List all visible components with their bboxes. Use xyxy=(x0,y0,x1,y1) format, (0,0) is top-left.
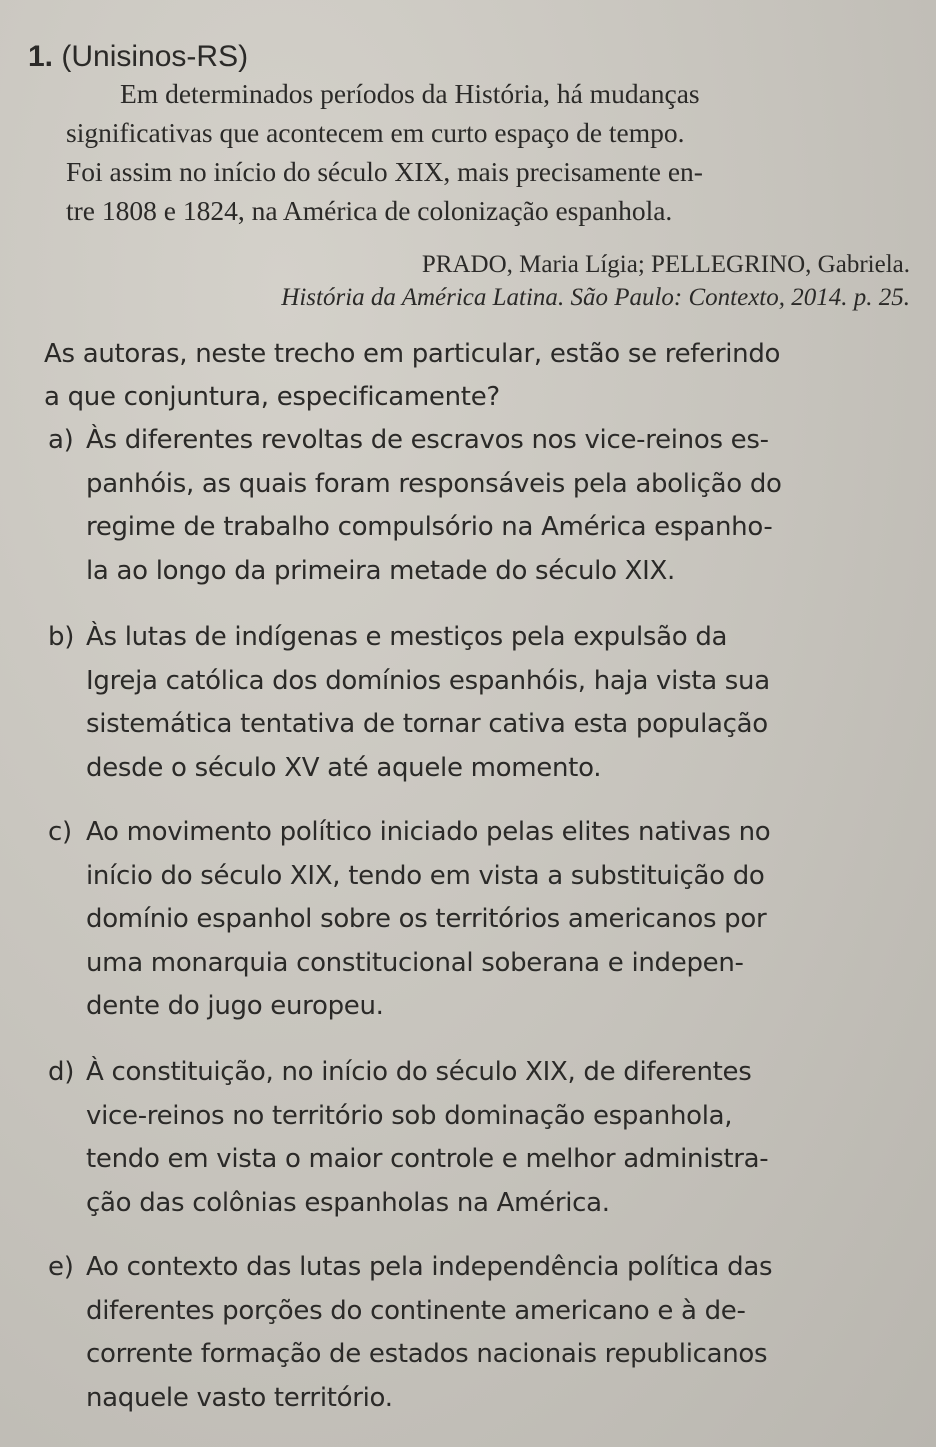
option-line: domínio espanhol sobre os territórios americanos por xyxy=(86,904,767,935)
answer-option-d[interactable] xyxy=(48,1051,918,1225)
answer-option-c[interactable] xyxy=(48,811,918,1029)
option-line: regime de trabalho compulsório na América espanho- xyxy=(86,512,773,543)
answer-option-b[interactable] xyxy=(48,616,918,790)
stem-line: a que conjuntura, especificamente? xyxy=(44,382,500,412)
option-text xyxy=(48,1246,918,1420)
option-line: diferentes porções do continente americano e à de- xyxy=(86,1295,746,1326)
option-line: Ao contexto das lutas pela independência política das xyxy=(86,1252,773,1282)
option-line: ção das colônias espanholas na América. xyxy=(86,1187,610,1218)
option-text xyxy=(48,419,918,593)
option-line: desde o século XV até aquele momento. xyxy=(86,752,602,783)
option-line: naquele vasto território. xyxy=(86,1382,393,1413)
answer-option-e[interactable] xyxy=(48,1246,918,1420)
quote-line: tre 1808 e 1824, na América de colonização espanhola. xyxy=(66,195,673,226)
option-letter: e) xyxy=(48,1252,74,1282)
question-header xyxy=(28,40,248,74)
option-line: Às diferentes revoltas de escravos nos vice-reinos es- xyxy=(86,425,769,455)
option-line: início do século XIX, tendo em vista a substituição do xyxy=(86,860,765,891)
option-line: tendo em vista o maior controle e melhor administra- xyxy=(86,1144,769,1175)
option-line: Igreja católica dos domínios espanhóis, haja vista sua xyxy=(86,665,770,696)
option-line: À constituição, no início do século XIX, de diferentes xyxy=(86,1057,752,1087)
quote-block xyxy=(66,74,912,230)
option-line: la ao longo da primeira metade do século XIX. xyxy=(86,555,676,586)
option-line: corrente formação de estados nacionais republicanos xyxy=(86,1339,768,1370)
quote-line: significativas que acontecem em curto espaço de tempo. xyxy=(66,117,685,148)
option-letter: c) xyxy=(48,817,72,847)
question-stem xyxy=(44,333,916,419)
option-letter: d) xyxy=(48,1057,75,1087)
option-line: panhóis, as quais foram responsáveis pela abolição do xyxy=(86,468,782,499)
citation-rest: . São Paulo: Contexto, 2014. p. 25. xyxy=(557,284,910,311)
option-letter: a) xyxy=(48,425,74,455)
option-line: Ao movimento político iniciado pelas elites nativas no xyxy=(86,817,771,847)
option-line: Às lutas de indígenas e mestiços pela expulsão da xyxy=(86,622,728,652)
quote-line: Foi assim no início do século XIX, mais precisamente en- xyxy=(66,156,703,187)
answer-option-a[interactable] xyxy=(48,419,918,593)
quote-line: Em determinados períodos da História, há mudanças xyxy=(120,78,700,109)
question-source: (Unisinos-RS) xyxy=(61,40,249,73)
option-line: dente do jugo europeu. xyxy=(86,991,384,1022)
option-text xyxy=(48,811,918,1029)
option-line: vice-reinos no território sob dominação espanhola, xyxy=(86,1100,733,1131)
option-line: uma monarquia constitucional soberana e indepen- xyxy=(86,947,744,978)
option-letter: b) xyxy=(48,622,75,652)
citation-reference xyxy=(90,281,910,314)
citation-title: História da América Latina xyxy=(281,284,558,311)
option-line: sistemática tentativa de tornar cativa esta população xyxy=(86,709,768,740)
citation xyxy=(90,248,910,314)
option-text xyxy=(48,1051,918,1225)
stem-line: As autoras, neste trecho em particular, estão se referindo xyxy=(44,339,781,369)
citation-authors: PRADO, Maria Lígia; PELLEGRINO, Gabriela. xyxy=(421,251,910,278)
question-number: 1. xyxy=(28,40,54,73)
option-text xyxy=(48,616,918,790)
